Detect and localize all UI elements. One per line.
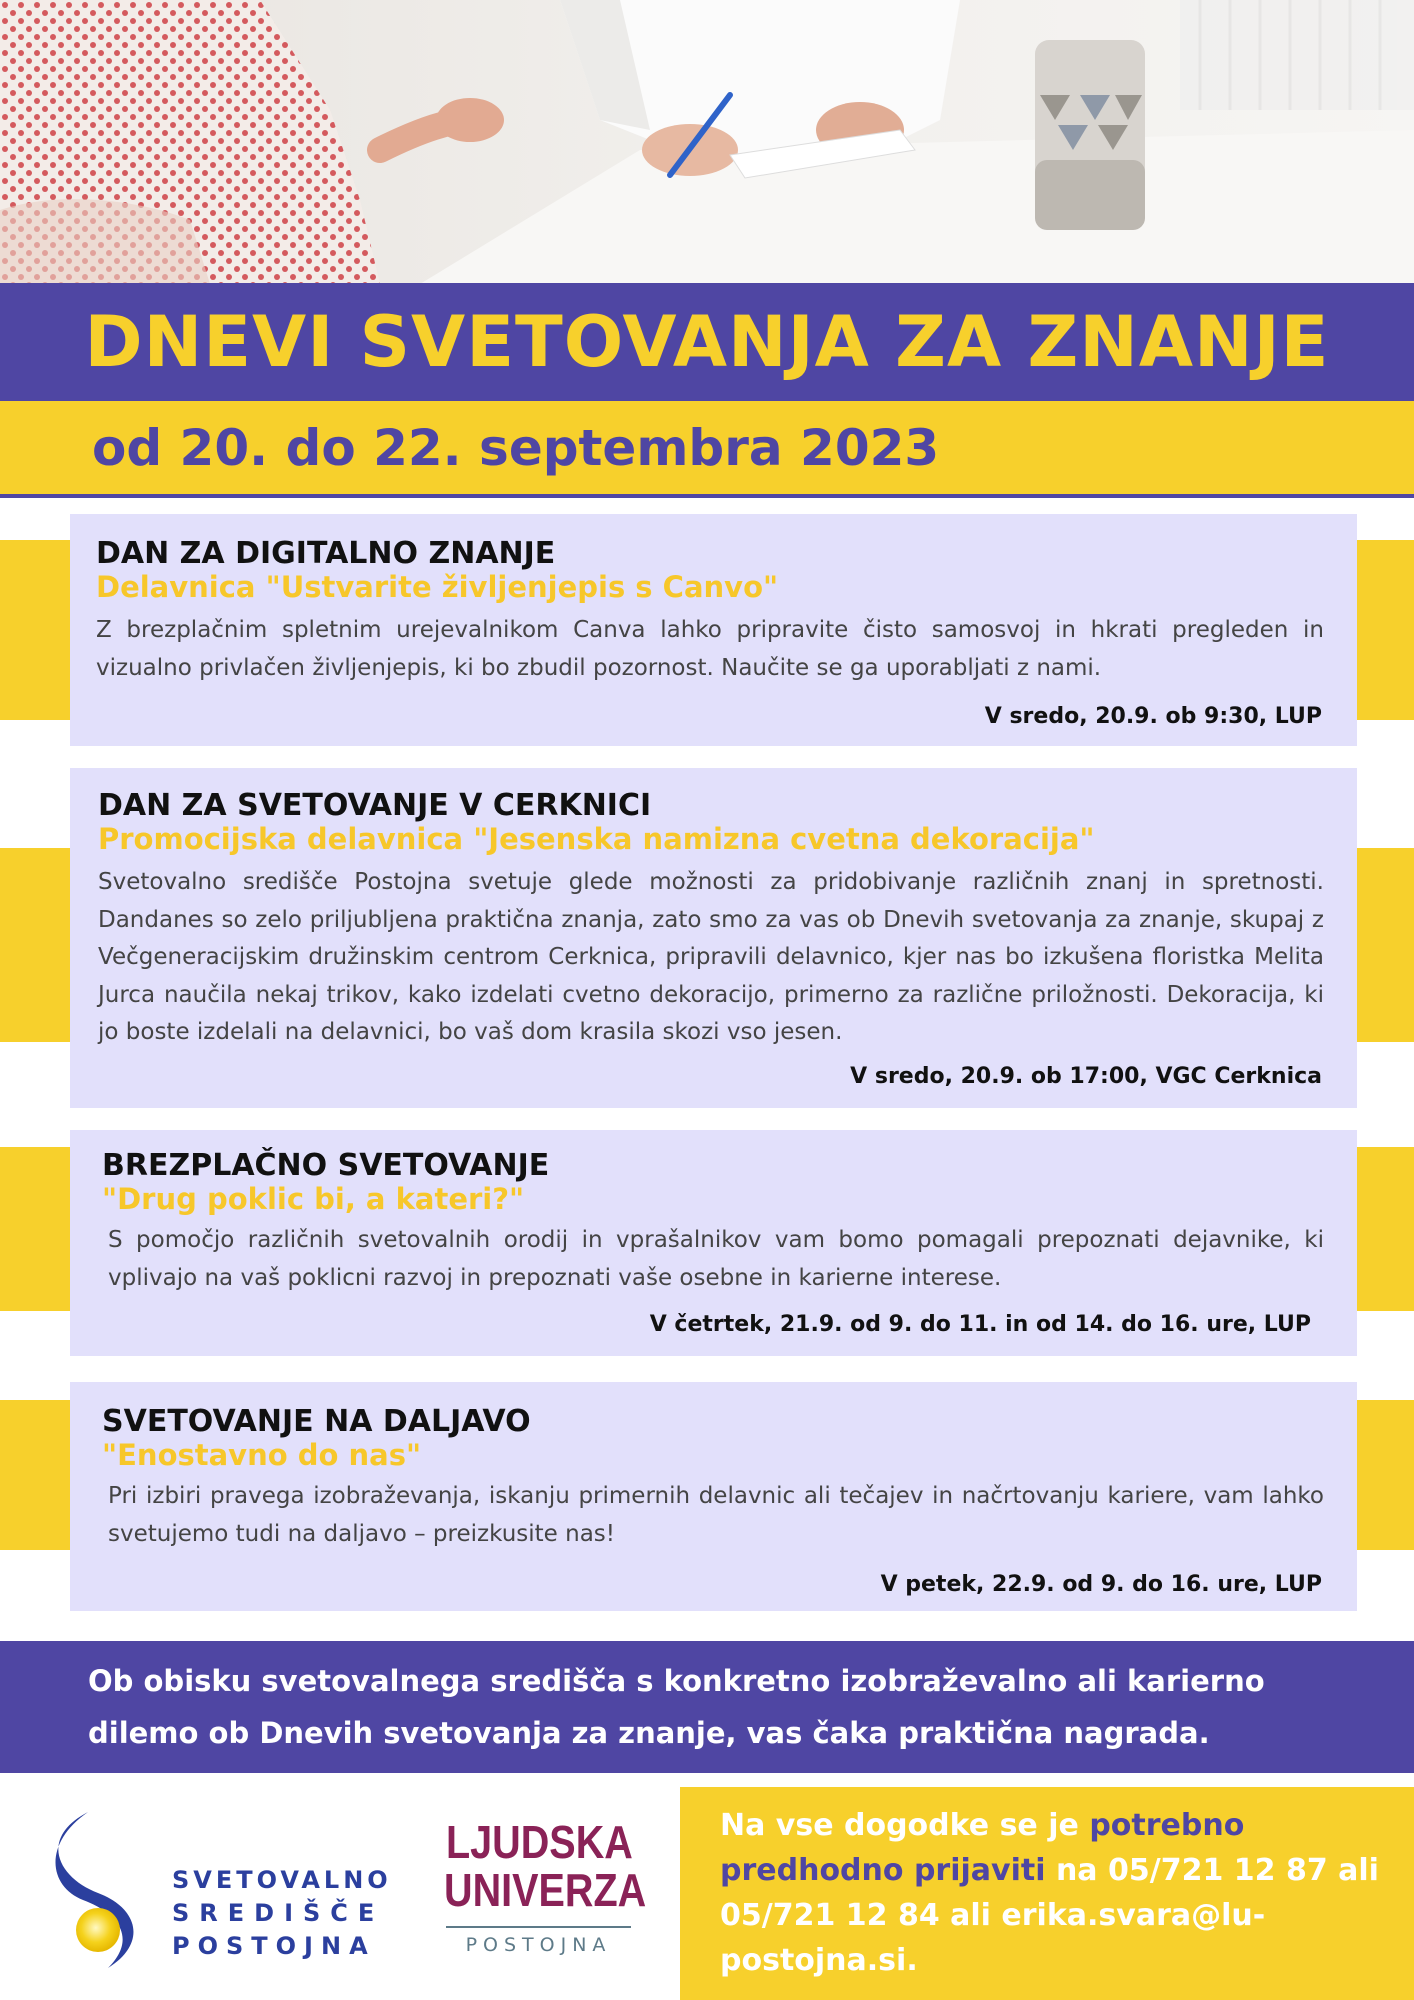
event-description: Z brezplačnim spletnim urejevalnikom Canva lahko pripravite čisto samosvoj in hkrati pregleden in vizualno privlačen življenjepis, ki bo zbudil pozornost. Naučite se ga uporabljati z nami. <box>96 617 1324 681</box>
registration-text: Na vse dogodke se je <box>720 1808 1090 1843</box>
svetovalno-sredisce-logo <box>48 1808 408 1972</box>
event-subtitle: Delavnica "Ustvarite življenjepis s Canvo" <box>96 570 779 604</box>
header-photo-illustration <box>0 0 1414 284</box>
date-band <box>0 401 1414 495</box>
header-photo <box>0 0 1414 284</box>
event-when: V sredo, 20.9. ob 17:00, VGC Cerknica <box>850 1064 1322 1089</box>
event-subtitle: "Enostavno do nas" <box>102 1438 422 1472</box>
logo-text: SVETOVALNO <box>172 1866 392 1894</box>
event-title: BREZPLAČNO SVETOVANJE <box>102 1148 550 1183</box>
logo-text: UNIVERZA <box>444 1864 647 1916</box>
event-title: DAN ZA DIGITALNO ZNANJE <box>96 536 556 571</box>
event-subtitle: Promocijska delavnica "Jesenska namizna cvetna dekoracija" <box>98 822 1095 856</box>
logo-text: POSTOJNA <box>465 1934 612 1956</box>
event-description: Pri izbiri pravega izobraževanja, iskanju primernih delavnic ali tečajev in načrtovanju kariere, vam lahko svetujemo tudi na daljavo – preizkusite nas! <box>108 1483 1324 1547</box>
logo-text: LJUDSKA <box>446 1816 633 1868</box>
registration-contacts: na 05/721 12 87 ali 05/721 12 84 ali erika.svara@lu-postojna.si. <box>720 1853 1379 1978</box>
registration-box <box>680 1787 1414 2000</box>
event-card-free-counselling <box>70 1130 1357 1356</box>
event-card-remote <box>70 1382 1357 1611</box>
logo-text: POSTOJNA <box>172 1932 376 1960</box>
date-range: od 20. do 22. septembra 2023 <box>92 419 940 477</box>
logo-rule <box>446 1926 631 1928</box>
reward-note: Ob obisku svetovalnega središča s konkretno izobraževalno ali karierno dilemo ob Dnevih svetovanja za znanje, vas čaka praktična nagrada. <box>88 1664 1265 1750</box>
event-when: V četrtek, 21.9. od 9. do 11. in od 14. do 16. ure, LUP <box>649 1312 1311 1337</box>
date-divider <box>0 494 1414 498</box>
event-card-cerknica <box>70 768 1357 1108</box>
registration-info <box>720 1803 1400 1983</box>
event-title: SVETOVANJE NA DALJAVO <box>102 1404 531 1439</box>
registration-highlight: potrebno predhodno prijaviti <box>720 1808 1245 1888</box>
event-subtitle: "Drug poklic bi, a kateri?" <box>102 1182 525 1216</box>
event-card-digital <box>70 514 1357 746</box>
event-when: V petek, 22.9. od 9. do 16. ure, LUP <box>880 1572 1322 1597</box>
event-when: V sredo, 20.9. ob 9:30, LUP <box>984 704 1322 729</box>
reward-note-band <box>0 1641 1414 1773</box>
ljudska-univerza-logo <box>440 1818 650 1968</box>
event-title: DAN ZA SVETOVANJE V CERKNICI <box>98 788 652 823</box>
event-description: Svetovalno središče Postojna svetuje glede možnosti za pridobivanje različnih znanj in spretnosti. Dandanes so zelo priljubljena praktična znanja, zato smo za vas ob Dnevih svetovanja za znanje, skupaj z Večgeneracijskim družinskim centrom Cerknica, pripravili delavnico, kjer nas bo izkušena floristka Melita Jurca naučila nekaj trikov, kako izdelati cvetno dekoracijo, primerno za različne priložnosti. Dekoracija, ki jo boste izdelali na delavnici, bo vaš dom krasila skozi vso jesen. <box>98 869 1324 1045</box>
event-description: S pomočjo različnih svetovalnih orodij in vprašalnikov vam bomo pomagali prepoznati dejavnike, ki vplivajo na vaš poklicni razvoj in prepoznati vaše osebne in karierne interese. <box>108 1227 1324 1291</box>
title-band <box>0 283 1414 401</box>
page-title: DNEVI SVETOVANJA ZA ZNANJE <box>84 301 1330 383</box>
logo-text: SREDIŠČE <box>172 1899 385 1927</box>
